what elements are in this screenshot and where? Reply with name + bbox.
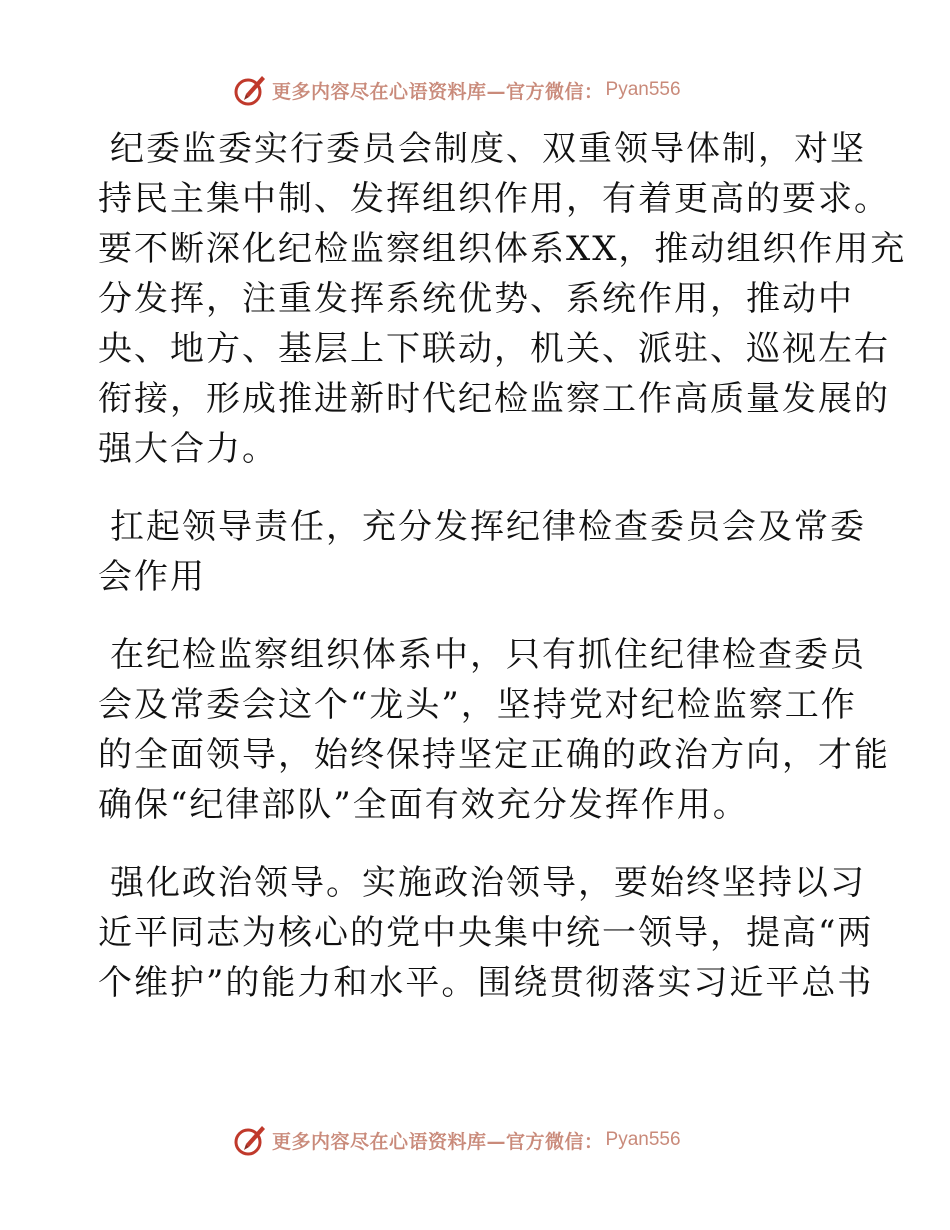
- text-line: 分发挥，注重发挥系统优势、系统作用，推动中: [98, 279, 854, 319]
- paragraph-leadership: [98, 630, 890, 830]
- text-line: 在纪检监察组织体系中，只有抓住纪律检查委员: [110, 635, 866, 675]
- footer-watermark: [232, 1120, 681, 1160]
- paragraph-intro: [98, 124, 907, 474]
- text-line: 近平同志为核心的党中央集中统一领导，提高“两: [98, 913, 874, 953]
- text-line: 持民主集中制、发挥组织作用，有着更高的要求。: [98, 179, 890, 219]
- header-watermark: [232, 70, 681, 110]
- text-line: 央、地方、基层上下联动，机关、派驻、巡视左右: [98, 329, 890, 369]
- text-line: 强化政治领导。实施政治领导，要始终坚持以习: [110, 863, 866, 903]
- watermark-wechat-id: Pyan556: [605, 1129, 681, 1150]
- text-line: 纪委监委实行委员会制度、双重领导体制，对坚: [110, 129, 866, 169]
- text-line: 的全面领导，始终保持坚定正确的政治方向，才能: [98, 735, 890, 775]
- text-line: 会及常委会这个“龙头”，坚持党对纪检监察工作: [98, 685, 857, 725]
- text-line: 个维护”的能力和水平。围绕贯彻落实习近平总书: [98, 963, 874, 1003]
- text-line: 确保“纪律部队”全面有效充分发挥作用。: [98, 785, 749, 825]
- text-line: 衔接，形成推进新时代纪检监察工作高质量发展的: [98, 379, 890, 419]
- text-line: 扛起领导责任，充分发挥纪律检查委员会及常委: [110, 507, 866, 547]
- text-line: 要不断深化纪检监察组织体系XX，推动组织作用充: [98, 229, 907, 269]
- watermark-text: 更多内容尽在心语资料库—官方微信：: [272, 80, 604, 103]
- watermark-wechat-id: Pyan556: [605, 79, 681, 100]
- watermark-text: 更多内容尽在心语资料库—官方微信：: [272, 1130, 604, 1153]
- document-body: [98, 124, 907, 1008]
- text-line: 会作用: [98, 557, 206, 597]
- quill-logo-icon: [232, 1122, 268, 1158]
- section-heading: [98, 502, 868, 602]
- text-line: 强大合力。: [98, 429, 278, 469]
- quill-logo-icon: [232, 72, 268, 108]
- paragraph-political: [98, 858, 874, 1008]
